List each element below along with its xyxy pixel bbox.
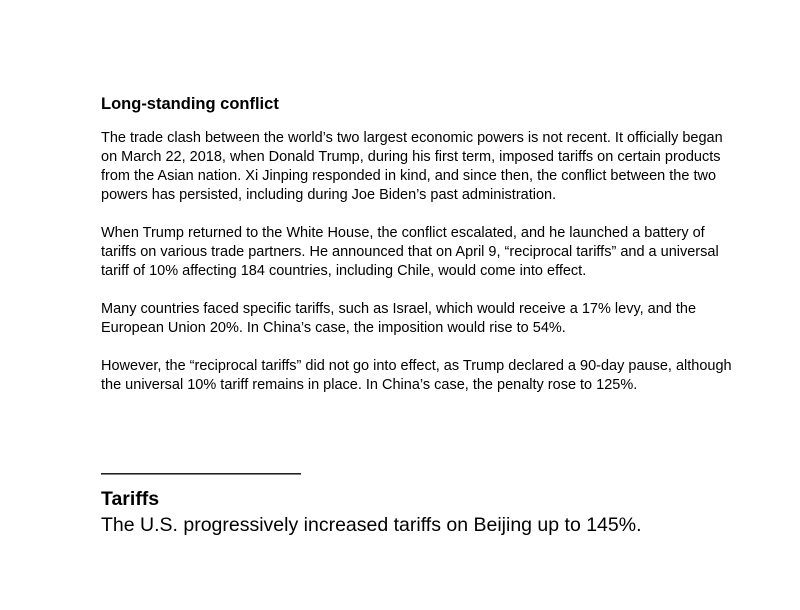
paragraph-1: The trade clash between the world’s two largest economic powers is not recent. It officially began on March 22, 2018, when Donald Trump, during his first term, imposed tariffs on certain products from the Asian nation. Xi Jinping responded in kind, and since then, the conflict between the two powers has persisted, including during Joe Biden’s past administration. bbox=[101, 130, 723, 203]
paragraph-2: When Trump returned to the White House, the conflict escalated, and he launched a battery of tariffs on various trade partners. He announced that on April 9, “reciprocal tariffs” and a universal tariff of 10% affecting 184 countries, including Chile, would come into effect. bbox=[101, 225, 719, 279]
article-body bbox=[101, 93, 741, 414]
paragraph-3: Many countries faced specific tariffs, such as Israel, which would receive a 17% levy, and the European Union 20%. In China’s case, the imposition would rise to 54%. bbox=[101, 301, 697, 336]
callout-text: The U.S. progressively increased tariffs on Beijing up to 145%. bbox=[101, 514, 642, 536]
callout-title: Tariffs bbox=[101, 488, 160, 510]
callout-divider: —————————— bbox=[101, 462, 301, 484]
paragraph-4: However, the “reciprocal tariffs” did not go into effect, as Trump declared a 90-day pause, although the universal 10% tariff remains in place. In China’s case, the penalty rose to 125%. bbox=[101, 358, 732, 393]
section-heading: Long-standing conflict bbox=[101, 95, 279, 113]
